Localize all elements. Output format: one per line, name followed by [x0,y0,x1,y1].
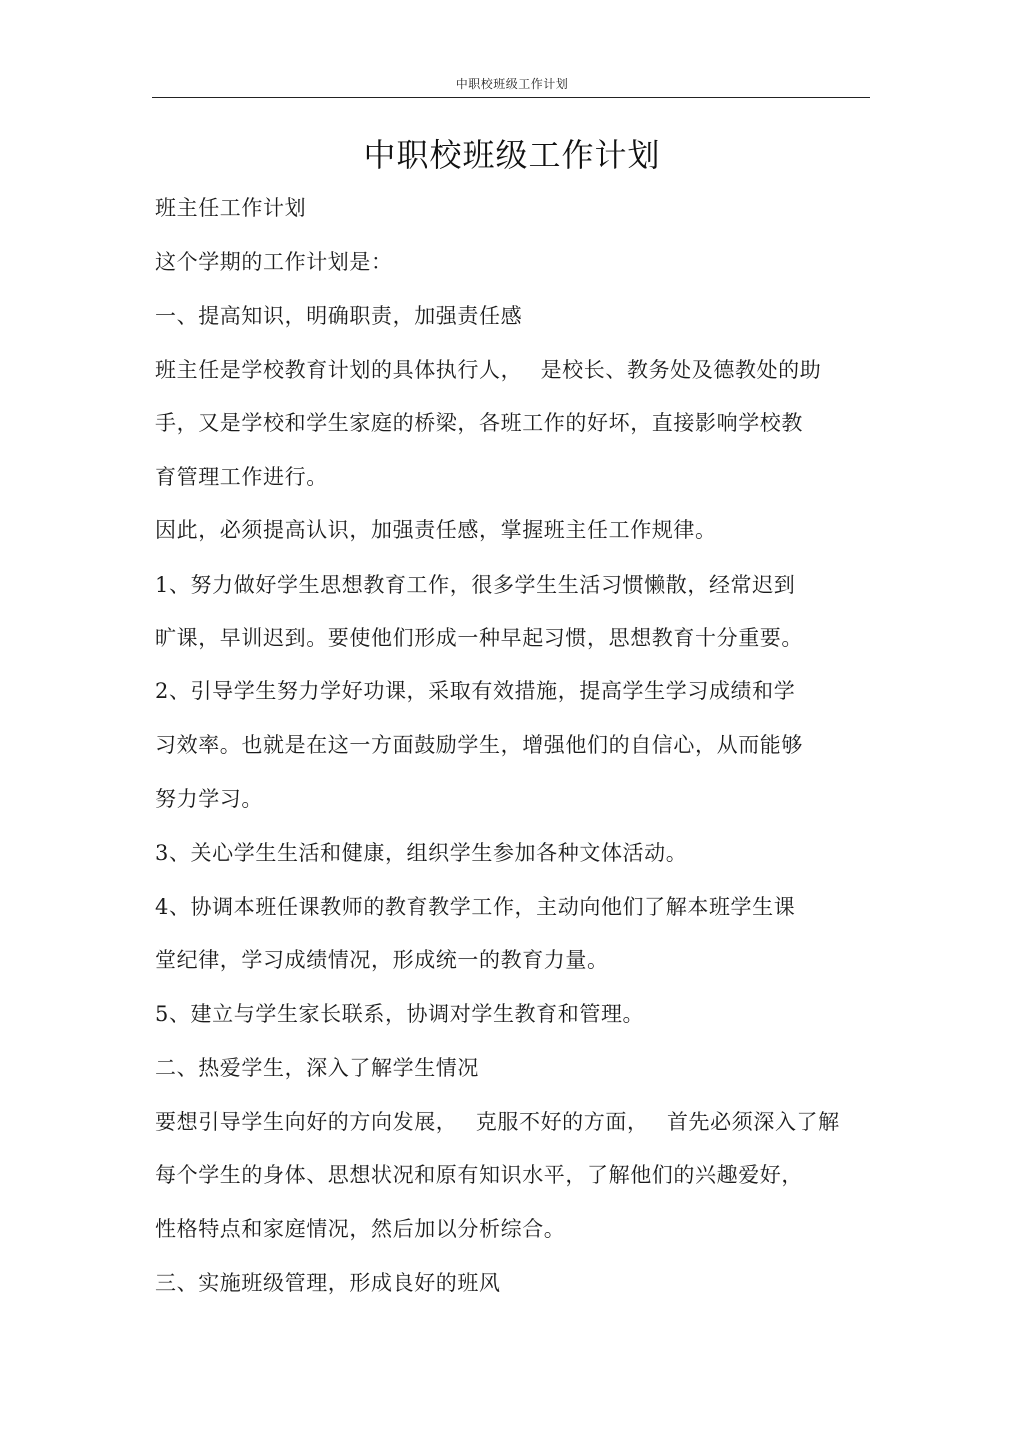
section-heading: 二、热爱学生，深入了解学生情况 [155,1056,479,1080]
body-line: 2、引导学生努力学好功课，采取有效措施，提高学生学习成绩和学 [155,679,796,703]
body-line: 要想引导学生向好的方向发展， 克服不好的方面， 首先必须深入了解 [155,1110,840,1134]
body-line: 手，又是学校和学生家庭的桥梁，各班工作的好坏，直接影响学校教 [155,411,803,435]
body-line: 性格特点和家庭情况，然后加以分析综合。 [155,1217,566,1241]
body-line: 4、协调本班任课教师的教育教学工作，主动向他们了解本班学生课 [155,895,796,919]
body-line: 因此，必须提高认识，加强责任感，掌握班主任工作规律。 [155,518,717,542]
body-line: 班主任是学校教育计划的具体执行人， 是校长、教务处及德教处的助 [155,358,822,382]
body-line: 堂纪律，学习成绩情况，形成统一的教育力量。 [155,948,609,972]
running-header: 中职校班级工作计划 [455,77,569,91]
body-line: 5、建立与学生家长联系，协调对学生教育和管理。 [155,1002,645,1026]
header-divider [152,97,870,98]
body-line: 习效率。也就是在这一方面鼓励学生，增强他们的自信心，从而能够 [155,733,803,757]
body-line: 3、关心学生生活和健康，组织学生参加各种文体活动。 [155,841,688,865]
section-heading: 三、实施班级管理，形成良好的班风 [155,1271,501,1295]
body-line: 这个学期的工作计划是： [155,250,393,274]
body-line: 旷课，早训迟到。要使他们形成一种早起习惯，思想教育十分重要。 [155,626,803,650]
body-line: 每个学生的身体、思想状况和原有知识水平，了解他们的兴趣爱好， [155,1163,803,1187]
body-line: 班主任工作计划 [155,196,307,220]
body-line: 努力学习。 [155,787,263,811]
section-heading: 一、提高知识，明确职责，加强责任感 [155,304,523,328]
body-line: 育管理工作进行。 [155,465,328,489]
document-title: 中职校班级工作计划 [363,136,661,174]
body-line: 1、努力做好学生思想教育工作，很多学生生活习惯懒散，经常迟到 [155,573,796,597]
